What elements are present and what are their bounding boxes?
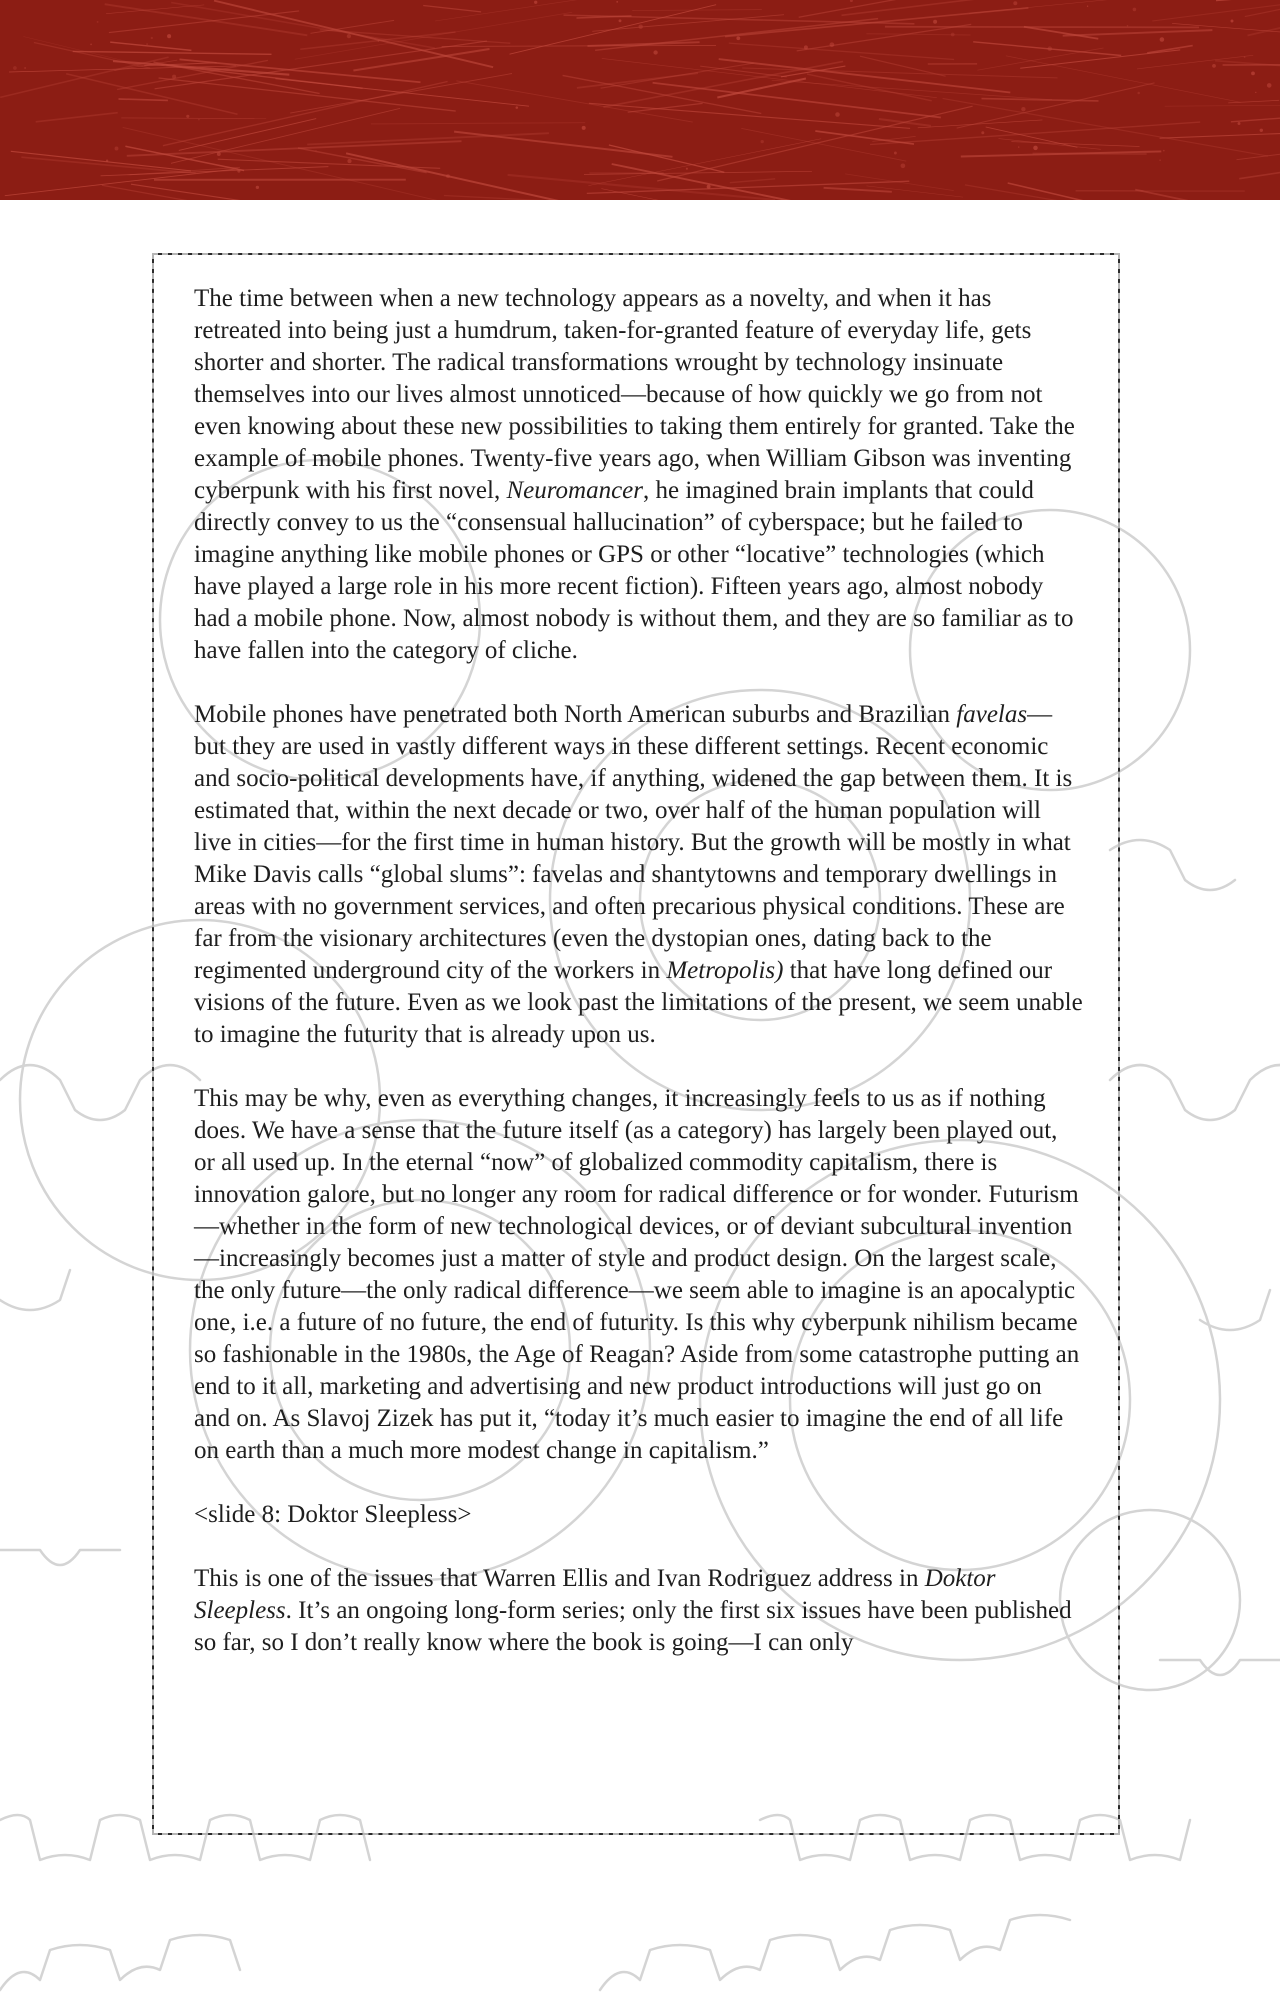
paragraph-2-end: that have long defined our visions of the future. Even as we look past the limitations of the present, we seem unable to imagine the futurity that is already upon us. xyxy=(194,957,1083,1048)
scratch-speck xyxy=(830,42,835,47)
scratch-speck xyxy=(256,186,259,189)
scratch-mark xyxy=(824,188,892,192)
scratch-mark xyxy=(1237,119,1280,160)
slide-note xyxy=(194,1499,1084,1531)
scratch-mark xyxy=(1024,27,1098,39)
scratch-mark xyxy=(918,120,1043,128)
scratch-mark xyxy=(456,81,692,122)
scratch-mark xyxy=(799,0,958,17)
scratch-speck xyxy=(1013,1,1017,5)
scratch-speck xyxy=(901,163,906,168)
scratch-mark xyxy=(298,148,427,173)
scratch-speck xyxy=(1163,150,1165,152)
scratch-speck xyxy=(1021,107,1025,111)
scratch-mark xyxy=(729,43,954,59)
scratch-speck xyxy=(198,119,200,121)
scratch-speck xyxy=(835,112,840,117)
scratch-mark xyxy=(131,184,437,200)
scratch-speck xyxy=(24,67,26,69)
scratch-mark xyxy=(110,42,191,50)
scratch-mark xyxy=(1248,19,1280,36)
scratch-speck xyxy=(1255,92,1256,93)
scratch-mark xyxy=(353,49,489,71)
scratch-mark xyxy=(725,8,1028,37)
scratch-mark xyxy=(371,123,585,124)
scratch-mark xyxy=(986,127,1078,147)
term-favelas: favelas xyxy=(956,701,1028,728)
paragraph-1-rest: , he imagined brain implants that could directly convey to us the “consensual hallucination” of cyberspace; but he failed to imagine anything like mobile phones or GPS or other “locative” technologies (which have played a large role in his more recent fiction). Fifteen years ago, almost nobody had a mobile phone. Now, almost nobody is without them, and they are so familiar as to have fallen into the category of cliche. xyxy=(194,477,1074,664)
scratch-mark xyxy=(797,24,972,51)
scratch-speck xyxy=(97,21,99,23)
scratch-speck xyxy=(13,66,17,70)
scratch-speck xyxy=(1159,159,1160,160)
scratch-mark xyxy=(23,37,144,66)
scratch-mark xyxy=(454,132,672,157)
scratch-mark xyxy=(171,3,435,49)
scratch-speck xyxy=(378,40,379,41)
scratch-mark xyxy=(1152,0,1280,21)
scratch-mark xyxy=(1033,154,1147,155)
scratch-mark xyxy=(589,103,910,128)
paragraph-3-text: This may be why, even as everything changes, it increasingly feels to us as if nothing does. We have a sense that the future itself (as a category) has largely been played out, or all used up. In the eternal “now” of globalized commodity capitalism, there is innovation galore, but no longer any room for radical difference or for wonder. Futurism—whether in the form of new technological devices, or of deviant subcultural invention—increasingly becomes just a matter of style and product design. On the largest scale, the only future—the only radical difference—we seem able to imagine is an apocalyptic one, i.e. a future of no future, the end of futurity. Is this why cyberpunk nihilism became so fashionable in the 1980s, the Age of Reagan? Aside from some catastrophe putting an end to it all, marketing and advertising and new product introductions will just go on and on. As Slavoj Zizek has put it, “today it’s much easier to imagine the end of all life on earth than a much more modest change in capitalism.” xyxy=(194,1085,1080,1464)
paragraph-1 xyxy=(194,283,1084,667)
scratch-mark xyxy=(66,74,237,115)
paragraph-4-start: This is one of the issues that Warren Ellis and Ivan Rodriguez address in xyxy=(194,1565,919,1592)
scratch-speck xyxy=(446,174,450,178)
scratch-speck xyxy=(315,150,317,152)
scratch-mark xyxy=(36,113,118,122)
scratch-mark xyxy=(218,159,441,168)
scratch-mark xyxy=(870,122,1200,144)
scratch-mark xyxy=(442,45,716,46)
scratch-speck xyxy=(850,0,853,2)
scratch-mark xyxy=(866,34,970,35)
book-title-doktor-sleepless: Doktor Sleepless xyxy=(194,1565,996,1624)
scratch-speck xyxy=(347,159,351,163)
scratch-speck xyxy=(686,168,688,170)
paragraph-1-text: The time between when a new technology appears as a novelty, and when it has retreated into being just a humdrum, taken-for-granted feature of everyday life, gets shorter and shorter. The radical transformations wrought by technology insinuate themselves into our lives almost unnoticed—because of how quickly we go from not even knowing about these new possibilities to taking them entirely for granted. Take the example of mobile phones. Twenty-five years ago, when William Gibson was inventing cyberpunk with his first novel, xyxy=(194,285,1075,504)
scratch-mark xyxy=(742,68,1057,78)
scratch-mark xyxy=(1165,105,1280,106)
scratch-mark xyxy=(1147,46,1193,53)
scratch-speck xyxy=(894,152,897,155)
scratch-mark xyxy=(1011,142,1139,147)
scratch-speck xyxy=(951,33,955,37)
scratch-speck xyxy=(237,170,240,173)
scratch-mark xyxy=(564,15,915,24)
scratch-speck xyxy=(619,19,622,22)
text-frame xyxy=(152,253,1120,1835)
scratch-mark xyxy=(73,51,272,54)
scratch-speck xyxy=(761,140,764,143)
scratch-mark xyxy=(588,139,821,186)
scratch-speck xyxy=(1244,56,1246,58)
slide-note-text: <slide 8: Doktor Sleepless> xyxy=(194,1501,472,1528)
scratch-speck xyxy=(1033,146,1038,151)
scratch-speck xyxy=(616,1,618,3)
scratch-speck xyxy=(1127,25,1129,27)
film-title-metropolis: Metropolis) xyxy=(666,957,784,984)
scratch-mark xyxy=(1063,30,1213,36)
scratch-speck xyxy=(638,24,642,28)
scratch-speck xyxy=(186,115,189,118)
scratch-mark xyxy=(21,157,195,173)
scratch-mark xyxy=(102,185,211,200)
scratch-speck xyxy=(1018,146,1019,147)
scratch-mark xyxy=(632,10,762,11)
paragraph-4 xyxy=(194,1563,1084,1659)
scratch-speck xyxy=(217,152,221,156)
scratch-speck xyxy=(534,1,537,4)
scratch-speck xyxy=(146,43,148,45)
scratch-mark xyxy=(423,6,481,12)
scratch-mark xyxy=(179,119,316,151)
scratch-mark xyxy=(885,27,1199,28)
scratch-mark xyxy=(601,63,754,88)
scratch-speck xyxy=(151,37,153,39)
scratch-speck xyxy=(736,36,740,40)
scratch-mark xyxy=(1239,162,1280,178)
paragraph-2-mid: —but they are used in vastly different ways in these different settings. Recent economic and socio-political developments have, if anything, widened the gap between them. It is estimated that, within the next decade or two, over half of the human population will live in cities—for the first time in human history. But the growth will be mostly in what Mike Davis calls “global slums”: favelas and shantytowns and temporary dwellings in areas with no government services, and often precarious physical conditions. These are far from the visionary architectures (even the dystopian ones, dating back to the regimented underground city of the workers in xyxy=(194,701,1073,984)
scratch-mark xyxy=(653,83,941,118)
scratch-mark xyxy=(730,179,775,183)
scratch-speck xyxy=(1212,64,1216,68)
book-title-neuromancer: Neuromancer xyxy=(506,477,644,504)
scratch-mark xyxy=(166,65,362,88)
scratch-speck xyxy=(347,34,351,38)
scratch-mark xyxy=(741,128,906,161)
scratch-speck xyxy=(1238,122,1241,125)
scratch-mark xyxy=(717,79,806,98)
scratch-speck xyxy=(516,106,519,109)
scratch-speck xyxy=(1133,8,1137,12)
scratch-speck xyxy=(582,126,586,130)
scratch-speck xyxy=(115,147,119,151)
article-body xyxy=(194,283,1084,1659)
scratch-mark xyxy=(34,43,150,69)
paragraph-3 xyxy=(194,1083,1084,1467)
scratch-mark xyxy=(119,99,168,100)
scratch-speck xyxy=(933,20,937,24)
scratch-mark xyxy=(845,174,954,191)
header-texture-band xyxy=(0,0,1280,200)
scratch-speck xyxy=(707,185,711,189)
scratch-speck xyxy=(90,44,92,46)
scratch-speck xyxy=(981,131,984,134)
scratch-mark xyxy=(1020,50,1180,68)
scratch-mark xyxy=(842,0,1036,15)
scratch-mark xyxy=(977,48,1103,70)
scratch-mark xyxy=(609,145,724,172)
scratch-mark xyxy=(999,139,1101,150)
scratch-mark xyxy=(601,189,855,200)
scratch-speck xyxy=(172,75,176,79)
scratch-speck xyxy=(167,34,171,38)
scratch-mark xyxy=(1160,126,1280,138)
scratch-mark xyxy=(1006,56,1241,103)
scratch-mark xyxy=(943,98,1268,156)
scratch-mark xyxy=(807,74,932,101)
scratch-mark xyxy=(965,185,1139,200)
scratch-speck xyxy=(804,45,808,49)
scratch-speck xyxy=(1251,72,1255,76)
scratch-speck xyxy=(653,50,657,54)
scratch-texture xyxy=(0,0,1280,200)
scratch-mark xyxy=(510,5,717,55)
scratch-mark xyxy=(1231,111,1280,122)
paragraph-2 xyxy=(194,699,1084,1051)
scratch-speck xyxy=(1160,37,1165,42)
paragraph-2-start: Mobile phones have penetrated both North American suburbs and Brazilian xyxy=(194,701,951,728)
scratch-mark xyxy=(657,106,972,181)
scratch-mark xyxy=(121,118,266,119)
scratch-mark xyxy=(127,141,462,156)
scratch-mark xyxy=(1215,61,1280,85)
scratch-mark xyxy=(155,41,487,89)
scratch-speck xyxy=(1267,83,1272,88)
scratch-mark xyxy=(5,169,238,196)
paragraph-4-end: . It’s an ongoing long-form series; only the first six issues have been published so far, so I don’t really know where the book is going—I can only xyxy=(194,1597,1072,1656)
scratch-speck xyxy=(1231,20,1234,23)
scratch-speck xyxy=(106,159,108,161)
scratch-speck xyxy=(1048,46,1053,51)
scratch-speck xyxy=(1260,129,1263,132)
scratch-speck xyxy=(1137,92,1140,95)
scratch-speck xyxy=(1087,6,1088,7)
scratch-mark xyxy=(290,74,512,114)
